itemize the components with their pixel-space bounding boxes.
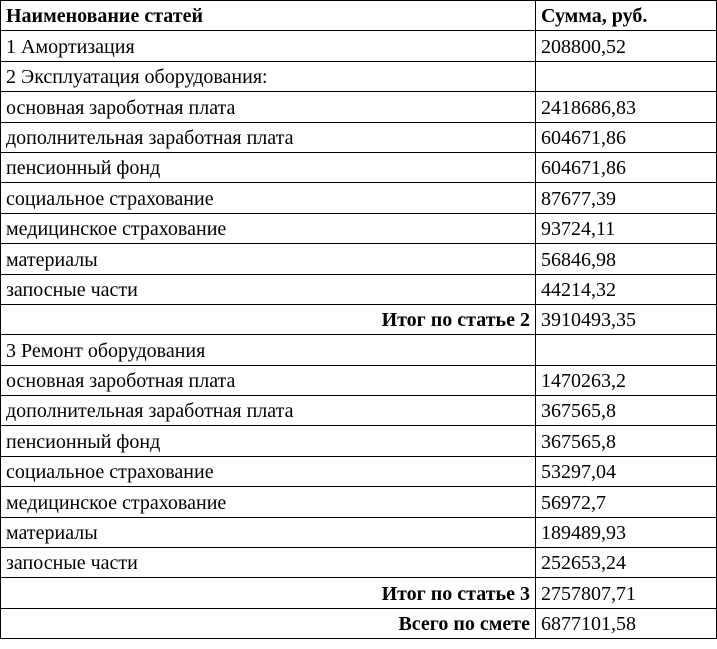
row-item-name: дополнительная заработная плата: [1, 396, 536, 426]
row-amount: 604671,86: [536, 152, 717, 182]
table-row: [1, 517, 717, 547]
row-amount: 208800,52: [536, 31, 717, 61]
table-row: [1, 92, 717, 122]
row-item-name: социальное страхование: [1, 183, 536, 213]
row-item-name: медицинское страхование: [1, 213, 536, 243]
table-row: [1, 274, 717, 304]
row-amount: 367565,8: [536, 426, 717, 456]
table-header-row: [1, 1, 717, 31]
table-row: [1, 31, 717, 61]
subtotal-label: Итог по статье 2: [1, 304, 536, 334]
row-item-name: основная зароботная плата: [1, 92, 536, 122]
row-amount: 44214,32: [536, 274, 717, 304]
table-row: [1, 244, 717, 274]
row-amount: 87677,39: [536, 183, 717, 213]
row-amount: [536, 61, 717, 91]
subtotal-row: [1, 304, 717, 334]
row-amount: 2418686,83: [536, 92, 717, 122]
row-item-name: пенсионный фонд: [1, 426, 536, 456]
table-body: [1, 31, 717, 639]
row-amount: 53297,04: [536, 456, 717, 486]
row-item-name: 1 Амортизация: [1, 31, 536, 61]
row-item-name: основная зароботная плата: [1, 365, 536, 395]
row-item-name: 2 Эксплуатация оборудования:: [1, 61, 536, 91]
row-amount: 56846,98: [536, 244, 717, 274]
row-amount: 367565,8: [536, 396, 717, 426]
subtotal-label: Итог по статье 3: [1, 578, 536, 608]
row-item-name: запосные части: [1, 548, 536, 578]
row-amount: 1470263,2: [536, 365, 717, 395]
subtotal-amount: 2757807,71: [536, 578, 717, 608]
row-item-name: социальное страхование: [1, 456, 536, 486]
row-item-name: медицинское страхование: [1, 487, 536, 517]
row-item-name: материалы: [1, 244, 536, 274]
row-amount: 56972,7: [536, 487, 717, 517]
table-row: [1, 365, 717, 395]
row-item-name: пенсионный фонд: [1, 152, 536, 182]
table-row: [1, 152, 717, 182]
table-row: [1, 456, 717, 486]
row-amount: 604671,86: [536, 122, 717, 152]
header-amount: Сумма, руб.: [536, 1, 717, 31]
grand-total-row: [1, 608, 717, 638]
table-row: [1, 396, 717, 426]
table-row: [1, 122, 717, 152]
table-row: [1, 61, 717, 91]
table-row: [1, 487, 717, 517]
row-item-name: материалы: [1, 517, 536, 547]
row-amount: 189489,93: [536, 517, 717, 547]
row-amount: 93724,11: [536, 213, 717, 243]
grand-total-label: Всего по смете: [1, 608, 536, 638]
row-item-name: 3 Ремонт оборудования: [1, 335, 536, 365]
row-amount: [536, 335, 717, 365]
subtotal-amount: 3910493,35: [536, 304, 717, 334]
table-row: [1, 548, 717, 578]
table-row: [1, 183, 717, 213]
row-item-name: запосные части: [1, 274, 536, 304]
grand-total-amount: 6877101,58: [536, 608, 717, 638]
table-row: [1, 213, 717, 243]
row-amount: 252653,24: [536, 548, 717, 578]
subtotal-row: [1, 578, 717, 608]
row-item-name: дополнительная заработная плата: [1, 122, 536, 152]
table-row: [1, 335, 717, 365]
table-row: [1, 426, 717, 456]
header-item-name: Наименование статей: [1, 1, 536, 31]
